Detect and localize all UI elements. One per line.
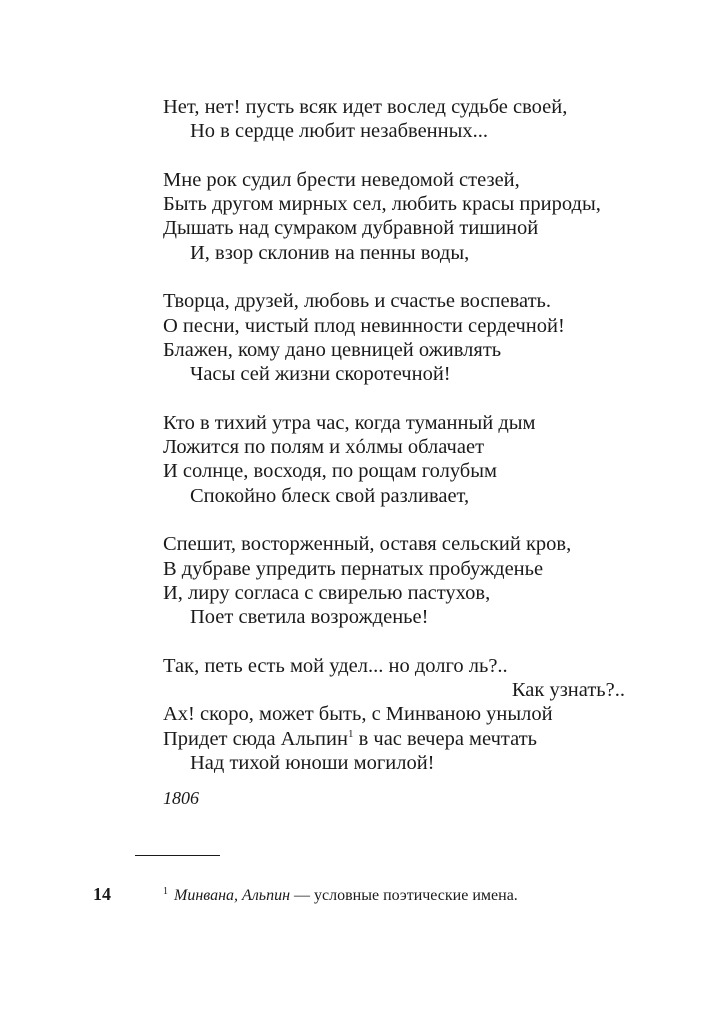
poem-line: Так, петь есть мой удел... но долго ль?.. <box>163 654 508 677</box>
footnote-text: — условные поэтические имена. <box>290 887 518 904</box>
poem-line: И, лиру согласа с свирелью пастухов, <box>163 581 491 604</box>
poem-line: Творца, друзей, любовь и счастье воспевать. <box>163 290 552 313</box>
poem-line <box>163 727 633 751</box>
stanza-2 <box>163 168 633 265</box>
poem-line: И, взор склонив на пенны воды, <box>190 241 470 264</box>
poem-line: В дубраве упредить пернатых пробужденье <box>163 557 544 580</box>
stanza-1 <box>163 95 633 144</box>
poem-line: Быть другом мирных сел, любить красы природы, <box>163 193 601 216</box>
poem-line: Мне рок судил брести неведомой стезей, <box>163 168 520 191</box>
poem-line: Спешит, восторженный, оставя сельский кров, <box>163 533 572 556</box>
poem-line: И солнце, восходя, по рощам голубым <box>163 460 497 483</box>
stanza-4 <box>163 411 633 508</box>
poem-line-start: Придет сюда Альпин <box>163 727 348 750</box>
footnote <box>163 886 518 905</box>
poem-line: Над тихой юноши могилой! <box>190 752 435 775</box>
footnote-names: Минвана, Альпин <box>174 887 291 904</box>
stanza-3 <box>163 289 633 386</box>
poem-line: Спокойно блеск свой разливает, <box>190 484 470 507</box>
footnote-reference[interactable]: 1 <box>347 727 354 740</box>
poem-line: Кто в тихий утра час, когда туманный дым <box>163 411 536 434</box>
poem-line: Нет, нет! пусть всяк идет вослед судьбе своей, <box>163 96 568 118</box>
poem-line: Но в сердце любит незабвенных... <box>190 120 489 143</box>
poem-line: Блажен, кому дано цевницей оживлять <box>163 338 502 361</box>
footnote-mark: 1 <box>163 886 168 897</box>
page-number: 14 <box>93 884 111 904</box>
poem-line: Как узнать?.. <box>511 679 625 702</box>
poem-line: Ложится по полям и хóлмы облачает <box>163 436 485 459</box>
poem-line: О песни, чистый плод невинности сердечной! <box>163 314 565 337</box>
poem-line-end: в час вечера мечтать <box>353 727 538 750</box>
stanza-5 <box>163 532 633 629</box>
poem-line: Ах! скоро, может быть, с Минваною унылой <box>163 703 553 726</box>
poem-line: Дышать над сумраком дубравной тишиной <box>163 217 539 240</box>
poem <box>163 95 633 800</box>
poem-line: Часы сей жизни скоротечной! <box>190 363 451 386</box>
stanza-6 <box>163 654 633 775</box>
footnote-divider <box>135 855 220 856</box>
poem-date: 1806 <box>163 788 199 808</box>
poem-line: Поет светила возрожденье! <box>190 606 429 629</box>
